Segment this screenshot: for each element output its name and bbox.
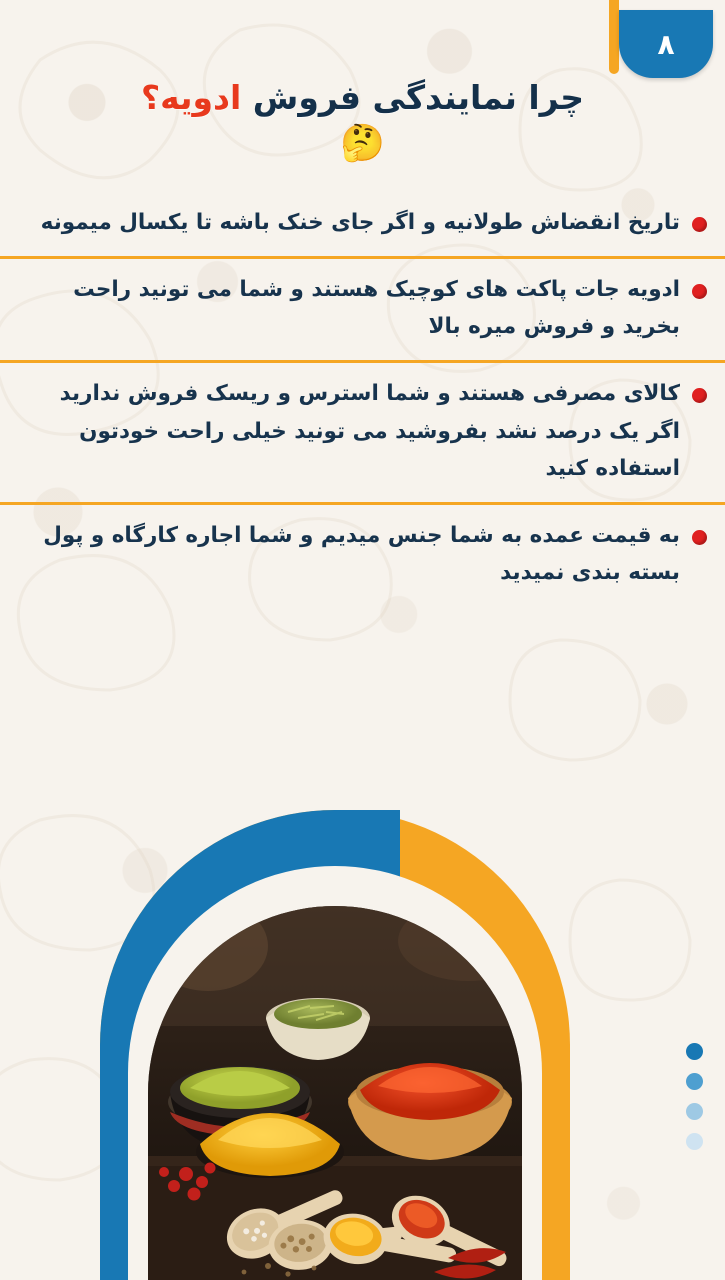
list-item-text: ادویه جات پاکت های کوچیک هستند و شما می تونید راحت بخرید و فروش میره بالا: [73, 276, 680, 340]
spices-photo-illustration: [148, 906, 522, 1280]
bullet-dot-icon: [692, 284, 707, 299]
indicator-dot-2: [686, 1073, 703, 1090]
badge-accent-bar: [609, 0, 619, 74]
indicator-dot-1: [686, 1043, 703, 1060]
indicator-dot-3: [686, 1103, 703, 1120]
thinking-face-icon: 🤔: [340, 122, 385, 164]
headline-block: [0, 74, 725, 162]
list-item: [0, 256, 725, 360]
bullet-dot-icon: [692, 530, 707, 545]
bullet-dot-icon: [692, 388, 707, 403]
page-number: ۸: [657, 27, 675, 61]
spices-photo: [148, 906, 522, 1280]
page-number-badge: [619, 10, 713, 78]
bullet-dot-icon: [692, 217, 707, 232]
indicator-dots: [686, 1043, 703, 1150]
page-title: [0, 74, 725, 122]
photo-section: [0, 800, 725, 1280]
headline-main-text: چرا نمایندگی فروش: [241, 78, 584, 117]
benefits-list: [0, 192, 725, 606]
list-item-text: تاریخ انقضاش طولانیه و اگر جای خنک باشه تا یکسال میمونه: [40, 210, 680, 235]
list-item-text: به قیمت عمده به شما جنس میدیم و شما اجاره کارگاه و پول بسته بندی نمیدید: [43, 522, 680, 586]
list-item: [0, 360, 725, 502]
headline-accent-text: ادویه؟: [141, 78, 242, 117]
list-item-text: کالای مصرفی هستند و شما استرس و ریسک فروش ندارید اگر یک درصد نشد بفروشید می تونید خیلی راحت خودتون استفاده کنید: [59, 380, 680, 482]
indicator-dot-4: [686, 1133, 703, 1150]
list-item: [0, 192, 725, 256]
list-item: [0, 502, 725, 606]
